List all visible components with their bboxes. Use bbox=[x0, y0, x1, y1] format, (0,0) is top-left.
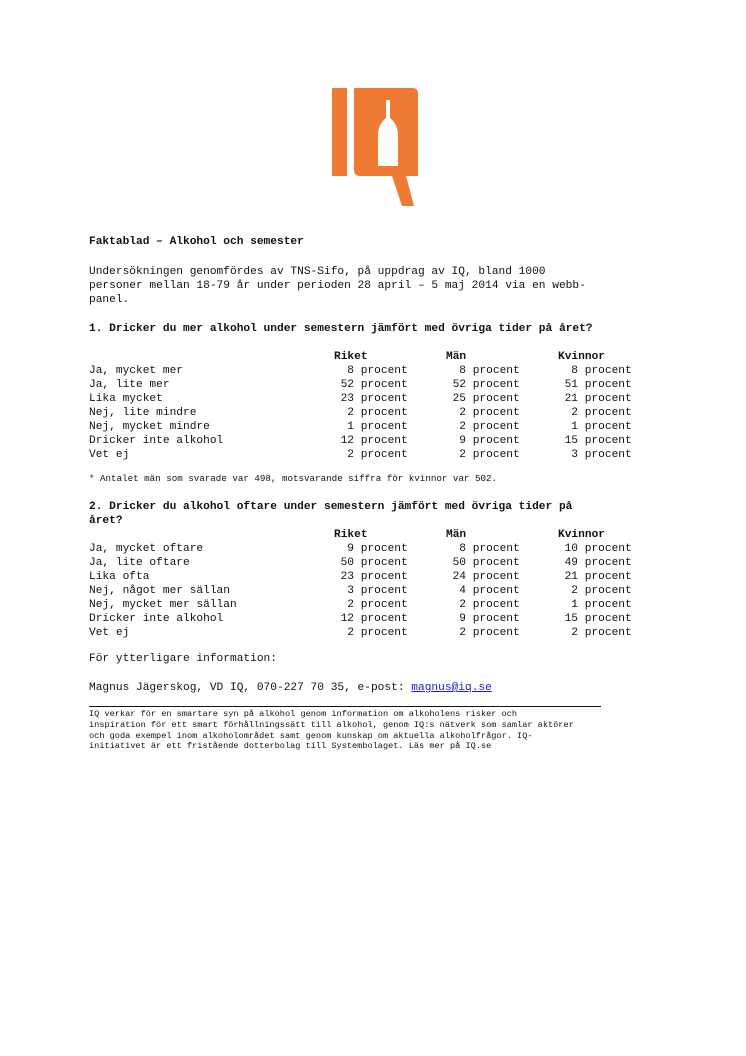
row-label: Ja, lite oftare bbox=[89, 557, 190, 569]
value-riket: 3 bbox=[347, 585, 354, 597]
contact-line bbox=[89, 682, 492, 694]
unit-label: procent bbox=[472, 599, 520, 611]
row-label: Nej, något mer sällan bbox=[89, 585, 230, 597]
value-man: 50 bbox=[452, 557, 466, 569]
iq-logo bbox=[332, 88, 418, 206]
value-riket: 2 bbox=[347, 449, 354, 461]
footer-text: IQ verkar för en smartare syn på alkohol genom information om alkoholens risker och inspiration för ett smart förhållningssätt till alkohol, genom IQ:s nätverk som samlar aktörer och goda exempel inom alkoholområdet samt genom kunskap om aktuella alkoholfrågor. IQ- initiativet är ett fristående dotterbolag till Systembolaget. Läs mer på IQ.se bbox=[89, 709, 574, 752]
logo-letter-i bbox=[332, 88, 347, 176]
unit-label: procent bbox=[360, 557, 408, 569]
unit-label: procent bbox=[584, 407, 632, 419]
table-header bbox=[89, 350, 670, 364]
cell-man bbox=[446, 448, 558, 462]
unit-label: procent bbox=[472, 571, 520, 583]
contact-text: Magnus Jägerskog, VD IQ, 070-227 70 35, e-post: bbox=[89, 682, 412, 694]
value-man: 4 bbox=[459, 585, 466, 597]
cell-riket bbox=[334, 434, 446, 448]
table-row bbox=[89, 448, 670, 462]
value-man: 2 bbox=[459, 449, 466, 461]
unit-label: procent bbox=[584, 393, 632, 405]
value-man: 8 bbox=[459, 543, 466, 555]
table-row bbox=[89, 584, 670, 598]
unit-label: procent bbox=[472, 393, 520, 405]
cell-kvinnor bbox=[558, 434, 670, 448]
value-man: 2 bbox=[459, 599, 466, 611]
cell-man bbox=[446, 364, 558, 378]
table-row bbox=[89, 556, 670, 570]
unit-label: procent bbox=[472, 627, 520, 639]
cell-riket bbox=[334, 406, 446, 420]
unit-label: procent bbox=[472, 407, 520, 419]
cell-riket bbox=[334, 570, 446, 584]
unit-label: procent bbox=[584, 585, 632, 597]
question-2: 2. Dricker du alkohol oftare under semestern jämfört med övriga tider på året? bbox=[89, 501, 573, 527]
value-kvinnor: 51 bbox=[564, 379, 578, 391]
value-riket: 2 bbox=[347, 407, 354, 419]
unit-label: procent bbox=[472, 421, 520, 433]
col-header-man: Män bbox=[446, 351, 467, 363]
cell-riket bbox=[334, 420, 446, 434]
value-kvinnor: 1 bbox=[571, 599, 578, 611]
cell-riket bbox=[334, 626, 446, 640]
footer-divider bbox=[89, 706, 601, 707]
value-kvinnor: 8 bbox=[571, 365, 578, 377]
cell-man bbox=[446, 584, 558, 598]
unit-label: procent bbox=[584, 613, 632, 625]
value-kvinnor: 15 bbox=[564, 613, 578, 625]
cell-man bbox=[446, 598, 558, 612]
unit-label: procent bbox=[472, 557, 520, 569]
value-man: 2 bbox=[459, 627, 466, 639]
value-man: 8 bbox=[459, 365, 466, 377]
cell-kvinnor bbox=[558, 584, 670, 598]
unit-label: procent bbox=[584, 571, 632, 583]
table-row bbox=[89, 626, 670, 640]
value-riket: 52 bbox=[340, 379, 354, 391]
cell-kvinnor bbox=[558, 626, 670, 640]
value-kvinnor: 3 bbox=[571, 449, 578, 461]
row-label: Dricker inte alkohol bbox=[89, 613, 224, 625]
value-kvinnor: 2 bbox=[571, 407, 578, 419]
value-riket: 12 bbox=[340, 435, 354, 447]
unit-label: procent bbox=[584, 365, 632, 377]
unit-label: procent bbox=[584, 379, 632, 391]
table-q2 bbox=[89, 528, 670, 640]
unit-label: procent bbox=[472, 543, 520, 555]
table-header bbox=[89, 528, 670, 542]
value-man: 25 bbox=[452, 393, 466, 405]
cell-man bbox=[446, 378, 558, 392]
unit-label: procent bbox=[360, 407, 408, 419]
unit-label: procent bbox=[472, 585, 520, 597]
cell-riket bbox=[334, 392, 446, 406]
intro-paragraph: Undersökningen genomfördes av TNS-Sifo, på uppdrag av IQ, bland 1000 personer mellan 18-79 år under perioden 28 april – 5 maj 2014 via en webb- panel. bbox=[89, 266, 586, 306]
table-row bbox=[89, 378, 670, 392]
row-label: Lika mycket bbox=[89, 393, 163, 405]
email-link[interactable]: magnus@iq.se bbox=[411, 682, 492, 694]
table-row bbox=[89, 364, 670, 378]
cell-kvinnor bbox=[558, 570, 670, 584]
unit-label: procent bbox=[472, 435, 520, 447]
cell-man bbox=[446, 406, 558, 420]
cell-man bbox=[446, 556, 558, 570]
footnote: * Antalet män som svarade var 498, motsvarande siffra för kvinnor var 502. bbox=[89, 473, 497, 484]
unit-label: procent bbox=[584, 557, 632, 569]
col-header-kvinnor: Kvinnor bbox=[558, 529, 605, 541]
value-kvinnor: 2 bbox=[571, 627, 578, 639]
value-riket: 1 bbox=[347, 421, 354, 433]
unit-label: procent bbox=[360, 393, 408, 405]
cell-riket bbox=[334, 556, 446, 570]
value-man: 52 bbox=[452, 379, 466, 391]
unit-label: procent bbox=[472, 449, 520, 461]
value-riket: 2 bbox=[347, 599, 354, 611]
cell-riket bbox=[334, 378, 446, 392]
row-label: Ja, mycket oftare bbox=[89, 543, 204, 555]
unit-label: procent bbox=[584, 421, 632, 433]
col-header-riket: Riket bbox=[334, 351, 368, 363]
table-q1 bbox=[89, 350, 670, 462]
unit-label: procent bbox=[360, 435, 408, 447]
unit-label: procent bbox=[472, 379, 520, 391]
cell-man bbox=[446, 542, 558, 556]
page-title: Faktablad – Alkohol och semester bbox=[89, 236, 304, 248]
value-kvinnor: 21 bbox=[564, 393, 578, 405]
cell-riket bbox=[334, 612, 446, 626]
value-kvinnor: 2 bbox=[571, 585, 578, 597]
value-riket: 12 bbox=[340, 613, 354, 625]
unit-label: procent bbox=[360, 379, 408, 391]
cell-kvinnor bbox=[558, 612, 670, 626]
value-riket: 23 bbox=[340, 393, 354, 405]
cell-riket bbox=[334, 364, 446, 378]
unit-label: procent bbox=[360, 627, 408, 639]
cell-kvinnor bbox=[558, 392, 670, 406]
logo-letter-q bbox=[354, 88, 418, 206]
value-kvinnor: 10 bbox=[564, 543, 578, 555]
table-row bbox=[89, 542, 670, 556]
cell-kvinnor bbox=[558, 598, 670, 612]
cell-riket bbox=[334, 542, 446, 556]
value-kvinnor: 21 bbox=[564, 571, 578, 583]
cell-kvinnor bbox=[558, 420, 670, 434]
value-kvinnor: 49 bbox=[564, 557, 578, 569]
row-label: Vet ej bbox=[89, 627, 130, 639]
value-man: 2 bbox=[459, 421, 466, 433]
unit-label: procent bbox=[360, 421, 408, 433]
value-man: 2 bbox=[459, 407, 466, 419]
cell-riket bbox=[334, 598, 446, 612]
cell-man bbox=[446, 626, 558, 640]
cell-kvinnor bbox=[558, 406, 670, 420]
info-heading: För ytterligare information: bbox=[89, 653, 277, 665]
unit-label: procent bbox=[584, 435, 632, 447]
unit-label: procent bbox=[360, 613, 408, 625]
unit-label: procent bbox=[472, 613, 520, 625]
col-header-man: Män bbox=[446, 529, 467, 541]
cell-man bbox=[446, 392, 558, 406]
cell-kvinnor bbox=[558, 542, 670, 556]
unit-label: procent bbox=[584, 599, 632, 611]
cell-riket bbox=[334, 584, 446, 598]
row-label: Vet ej bbox=[89, 449, 130, 461]
unit-label: procent bbox=[584, 627, 632, 639]
cell-man bbox=[446, 612, 558, 626]
table-row bbox=[89, 570, 670, 584]
value-man: 9 bbox=[459, 613, 466, 625]
unit-label: procent bbox=[472, 365, 520, 377]
value-kvinnor: 15 bbox=[564, 435, 578, 447]
row-label: Ja, mycket mer bbox=[89, 365, 183, 377]
value-man: 9 bbox=[459, 435, 466, 447]
cell-man bbox=[446, 570, 558, 584]
row-label: Nej, lite mindre bbox=[89, 407, 197, 419]
table-row bbox=[89, 420, 670, 434]
unit-label: procent bbox=[584, 449, 632, 461]
table-row bbox=[89, 598, 670, 612]
value-riket: 50 bbox=[340, 557, 354, 569]
table-row bbox=[89, 392, 670, 406]
col-header-riket: Riket bbox=[334, 529, 368, 541]
row-label: Nej, mycket mindre bbox=[89, 421, 210, 433]
value-riket: 23 bbox=[340, 571, 354, 583]
col-header-kvinnor: Kvinnor bbox=[558, 351, 605, 363]
unit-label: procent bbox=[360, 599, 408, 611]
cell-kvinnor bbox=[558, 448, 670, 462]
value-riket: 8 bbox=[347, 365, 354, 377]
value-riket: 9 bbox=[347, 543, 354, 555]
table-row bbox=[89, 612, 670, 626]
unit-label: procent bbox=[360, 365, 408, 377]
cell-kvinnor bbox=[558, 364, 670, 378]
table-row bbox=[89, 406, 670, 420]
cell-kvinnor bbox=[558, 378, 670, 392]
row-label: Nej, mycket mer sällan bbox=[89, 599, 237, 611]
value-man: 24 bbox=[452, 571, 466, 583]
cell-riket bbox=[334, 448, 446, 462]
unit-label: procent bbox=[360, 571, 408, 583]
value-kvinnor: 1 bbox=[571, 421, 578, 433]
cell-kvinnor bbox=[558, 556, 670, 570]
row-label: Dricker inte alkohol bbox=[89, 435, 224, 447]
unit-label: procent bbox=[360, 449, 408, 461]
cell-man bbox=[446, 420, 558, 434]
cell-man bbox=[446, 434, 558, 448]
question-1: 1. Dricker du mer alkohol under semestern jämfört med övriga tider på året? bbox=[89, 323, 593, 335]
unit-label: procent bbox=[360, 543, 408, 555]
row-label: Lika ofta bbox=[89, 571, 150, 583]
table-row bbox=[89, 434, 670, 448]
unit-label: procent bbox=[360, 585, 408, 597]
row-label: Ja, lite mer bbox=[89, 379, 170, 391]
value-riket: 2 bbox=[347, 627, 354, 639]
unit-label: procent bbox=[584, 543, 632, 555]
